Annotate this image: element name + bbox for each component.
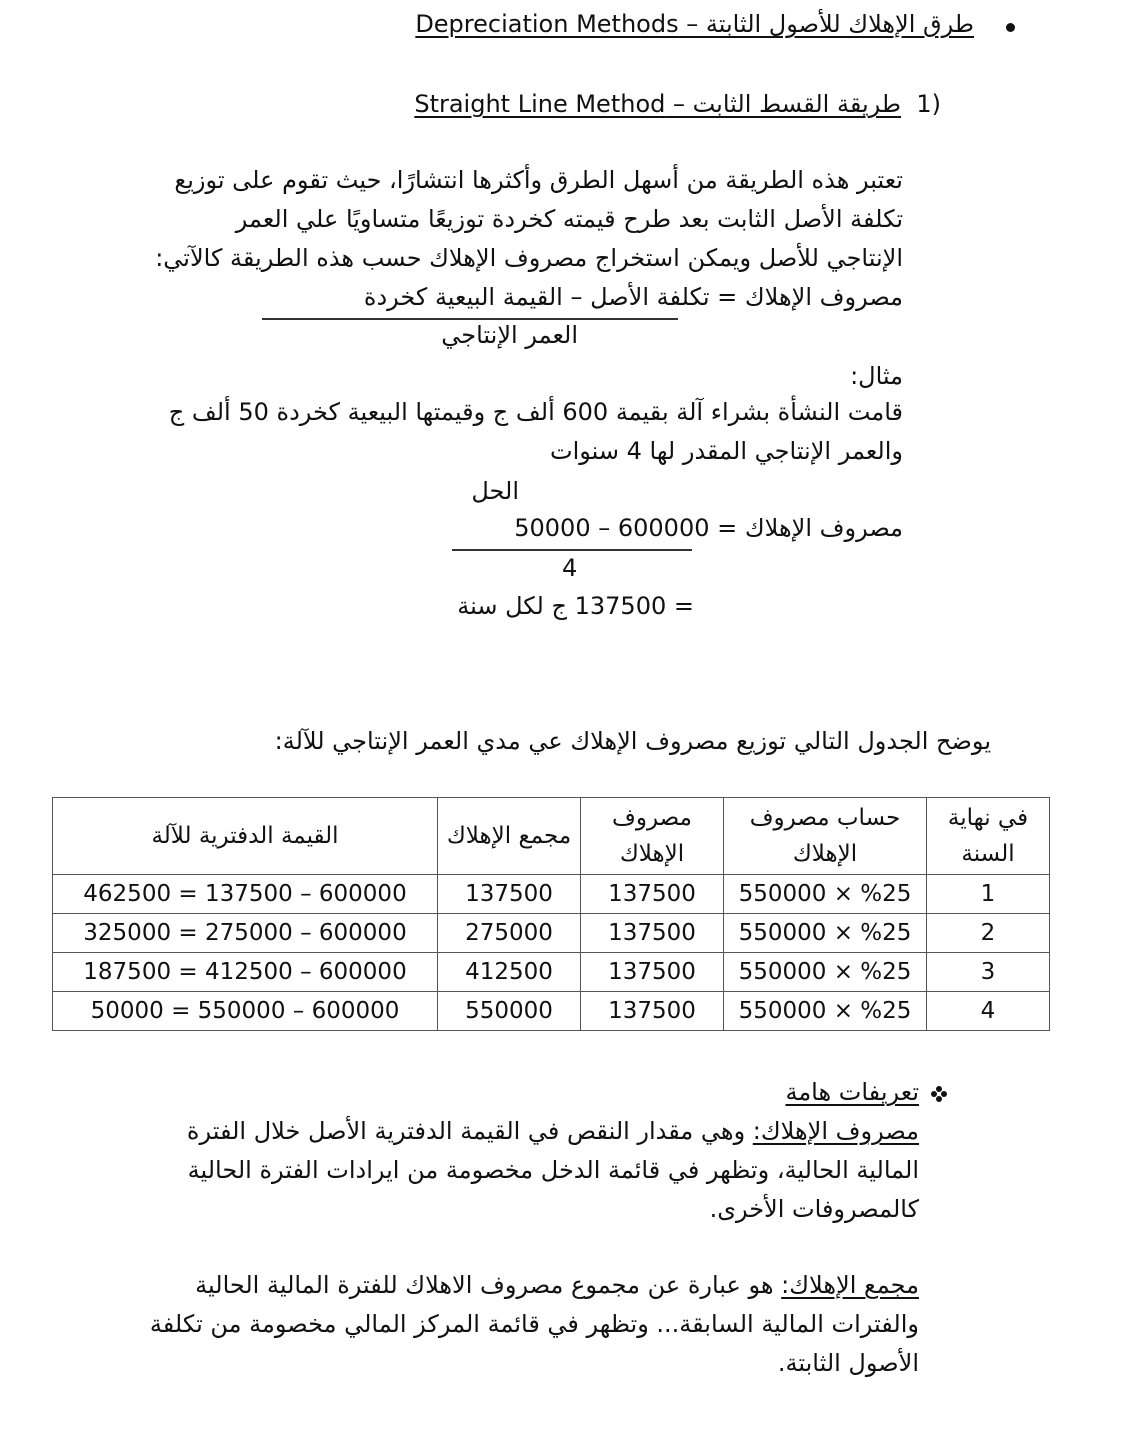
cell-book-value: 462500 = 137500 – 600000 bbox=[53, 875, 438, 914]
definition-1-line-3: كالمصروفات الأخرى. bbox=[709, 1195, 919, 1223]
formula-numerator: مصروف الإهلاك = تكلفة الأصل – القيمة البيعية كخردة bbox=[363, 283, 903, 311]
definitions-title: تعريفات هامة bbox=[785, 1078, 919, 1106]
page-title: طرق الإهلاك للأصول الثابتة – Depreciation Methods bbox=[415, 10, 974, 38]
cell-book-value: 50000 = 550000 – 600000 bbox=[53, 992, 438, 1031]
intro-line-3: الإنتاجي للأصل ويمكن استخراج مصروف الإهلاك حسب هذه الطريقة كالآتي: bbox=[155, 244, 903, 272]
example-line-2: والعمر الإنتاجي المقدر لها 4 سنوات bbox=[549, 437, 903, 465]
cell-calc: 550000 × %25 bbox=[724, 953, 927, 992]
cell-expense: 137500 bbox=[581, 953, 724, 992]
definition-text: وهي مقدار النقص في القيمة الدفترية الأصل خلال الفترة bbox=[186, 1117, 753, 1145]
solution-label: الحل bbox=[471, 477, 519, 505]
calc-numerator: مصروف الإهلاك = 600000 – 50000 bbox=[514, 514, 903, 542]
definition-1-line-2: المالية الحالية، وتظهر في قائمة الدخل مخصومة من ايرادات الفترة الحالية bbox=[187, 1156, 919, 1184]
cell-expense: 137500 bbox=[581, 875, 724, 914]
cell-expense: 137500 bbox=[581, 992, 724, 1031]
table-row bbox=[53, 953, 1050, 992]
intro-line-2: تكلفة الأصل الثابت بعد طرح قيمته كخردة توزيعًا متساويًا علي العمر bbox=[235, 205, 903, 233]
table-row bbox=[53, 875, 1050, 914]
example-line-1: قامت النشأة بشراء آلة بقيمة 600 ألف ج وقيمتها البيعية كخردة 50 ألف ج bbox=[168, 398, 903, 426]
cell-year: 3 bbox=[927, 953, 1050, 992]
cell-calc: 550000 × %25 bbox=[724, 875, 927, 914]
cell-book-value: 325000 = 275000 – 600000 bbox=[53, 914, 438, 953]
calc-fraction-line bbox=[452, 549, 692, 551]
definition-1-line-1 bbox=[187, 1117, 919, 1145]
cell-accumulated: 412500 bbox=[438, 953, 581, 992]
cell-book-value: 187500 = 412500 – 600000 bbox=[53, 953, 438, 992]
table-row bbox=[53, 914, 1050, 953]
bullet-icon bbox=[1006, 23, 1015, 32]
header-book-value: القيمة الدفترية للآلة bbox=[53, 798, 438, 875]
section-title: طريقة القسط الثابت – Straight Line Method bbox=[414, 90, 901, 118]
header-expense: مصروف الإهلاك bbox=[581, 798, 724, 875]
definition-2-line-3: الأصول الثابتة. bbox=[777, 1349, 919, 1377]
cell-expense: 137500 bbox=[581, 914, 724, 953]
header-accumulated: مجمع الإهلاك bbox=[438, 798, 581, 875]
section-number: 1) bbox=[916, 90, 941, 118]
definition-term: مجمع الإهلاك: bbox=[781, 1271, 919, 1299]
cell-accumulated: 550000 bbox=[438, 992, 581, 1031]
intro-line-1: تعتبر هذه الطريقة من أسهل الطرق وأكثرها انتشارًا، حيث تقوم على توزيع bbox=[174, 166, 903, 194]
formula-denominator: العمر الإنتاجي bbox=[441, 321, 578, 349]
table-row bbox=[53, 992, 1050, 1031]
header-year: في نهاية السنة bbox=[927, 798, 1050, 875]
cell-accumulated: 137500 bbox=[438, 875, 581, 914]
depreciation-table bbox=[52, 797, 1050, 1031]
diamond-bullet-icon bbox=[931, 1086, 947, 1102]
cell-calc: 550000 × %25 bbox=[724, 914, 927, 953]
cell-year: 1 bbox=[927, 875, 1050, 914]
definition-2-line-2: والفترات المالية السابقة... وتظهر في قائمة المركز المالي مخصومة من تكلفة bbox=[149, 1310, 919, 1338]
table-intro: يوضح الجدول التالي توزيع مصروف الإهلاك عي مدي العمر الإنتاجي للآلة: bbox=[274, 727, 991, 755]
cell-calc: 550000 × %25 bbox=[724, 992, 927, 1031]
header-calc: حساب مصروف الإهلاك bbox=[724, 798, 927, 875]
cell-accumulated: 275000 bbox=[438, 914, 581, 953]
cell-year: 2 bbox=[927, 914, 1050, 953]
calc-result: = 137500 ج لكل سنة bbox=[457, 592, 694, 620]
formula-fraction-line bbox=[262, 318, 678, 320]
example-label: مثال: bbox=[850, 362, 903, 390]
cell-year: 4 bbox=[927, 992, 1050, 1031]
definition-2-line-1 bbox=[195, 1271, 919, 1299]
definition-term: مصروف الإهلاك: bbox=[752, 1117, 919, 1145]
definition-text: هو عبارة عن مجموع مصروف الاهلاك للفترة المالية الحالية bbox=[195, 1271, 782, 1299]
table-header-row bbox=[53, 798, 1050, 875]
calc-denominator: 4 bbox=[562, 554, 578, 582]
